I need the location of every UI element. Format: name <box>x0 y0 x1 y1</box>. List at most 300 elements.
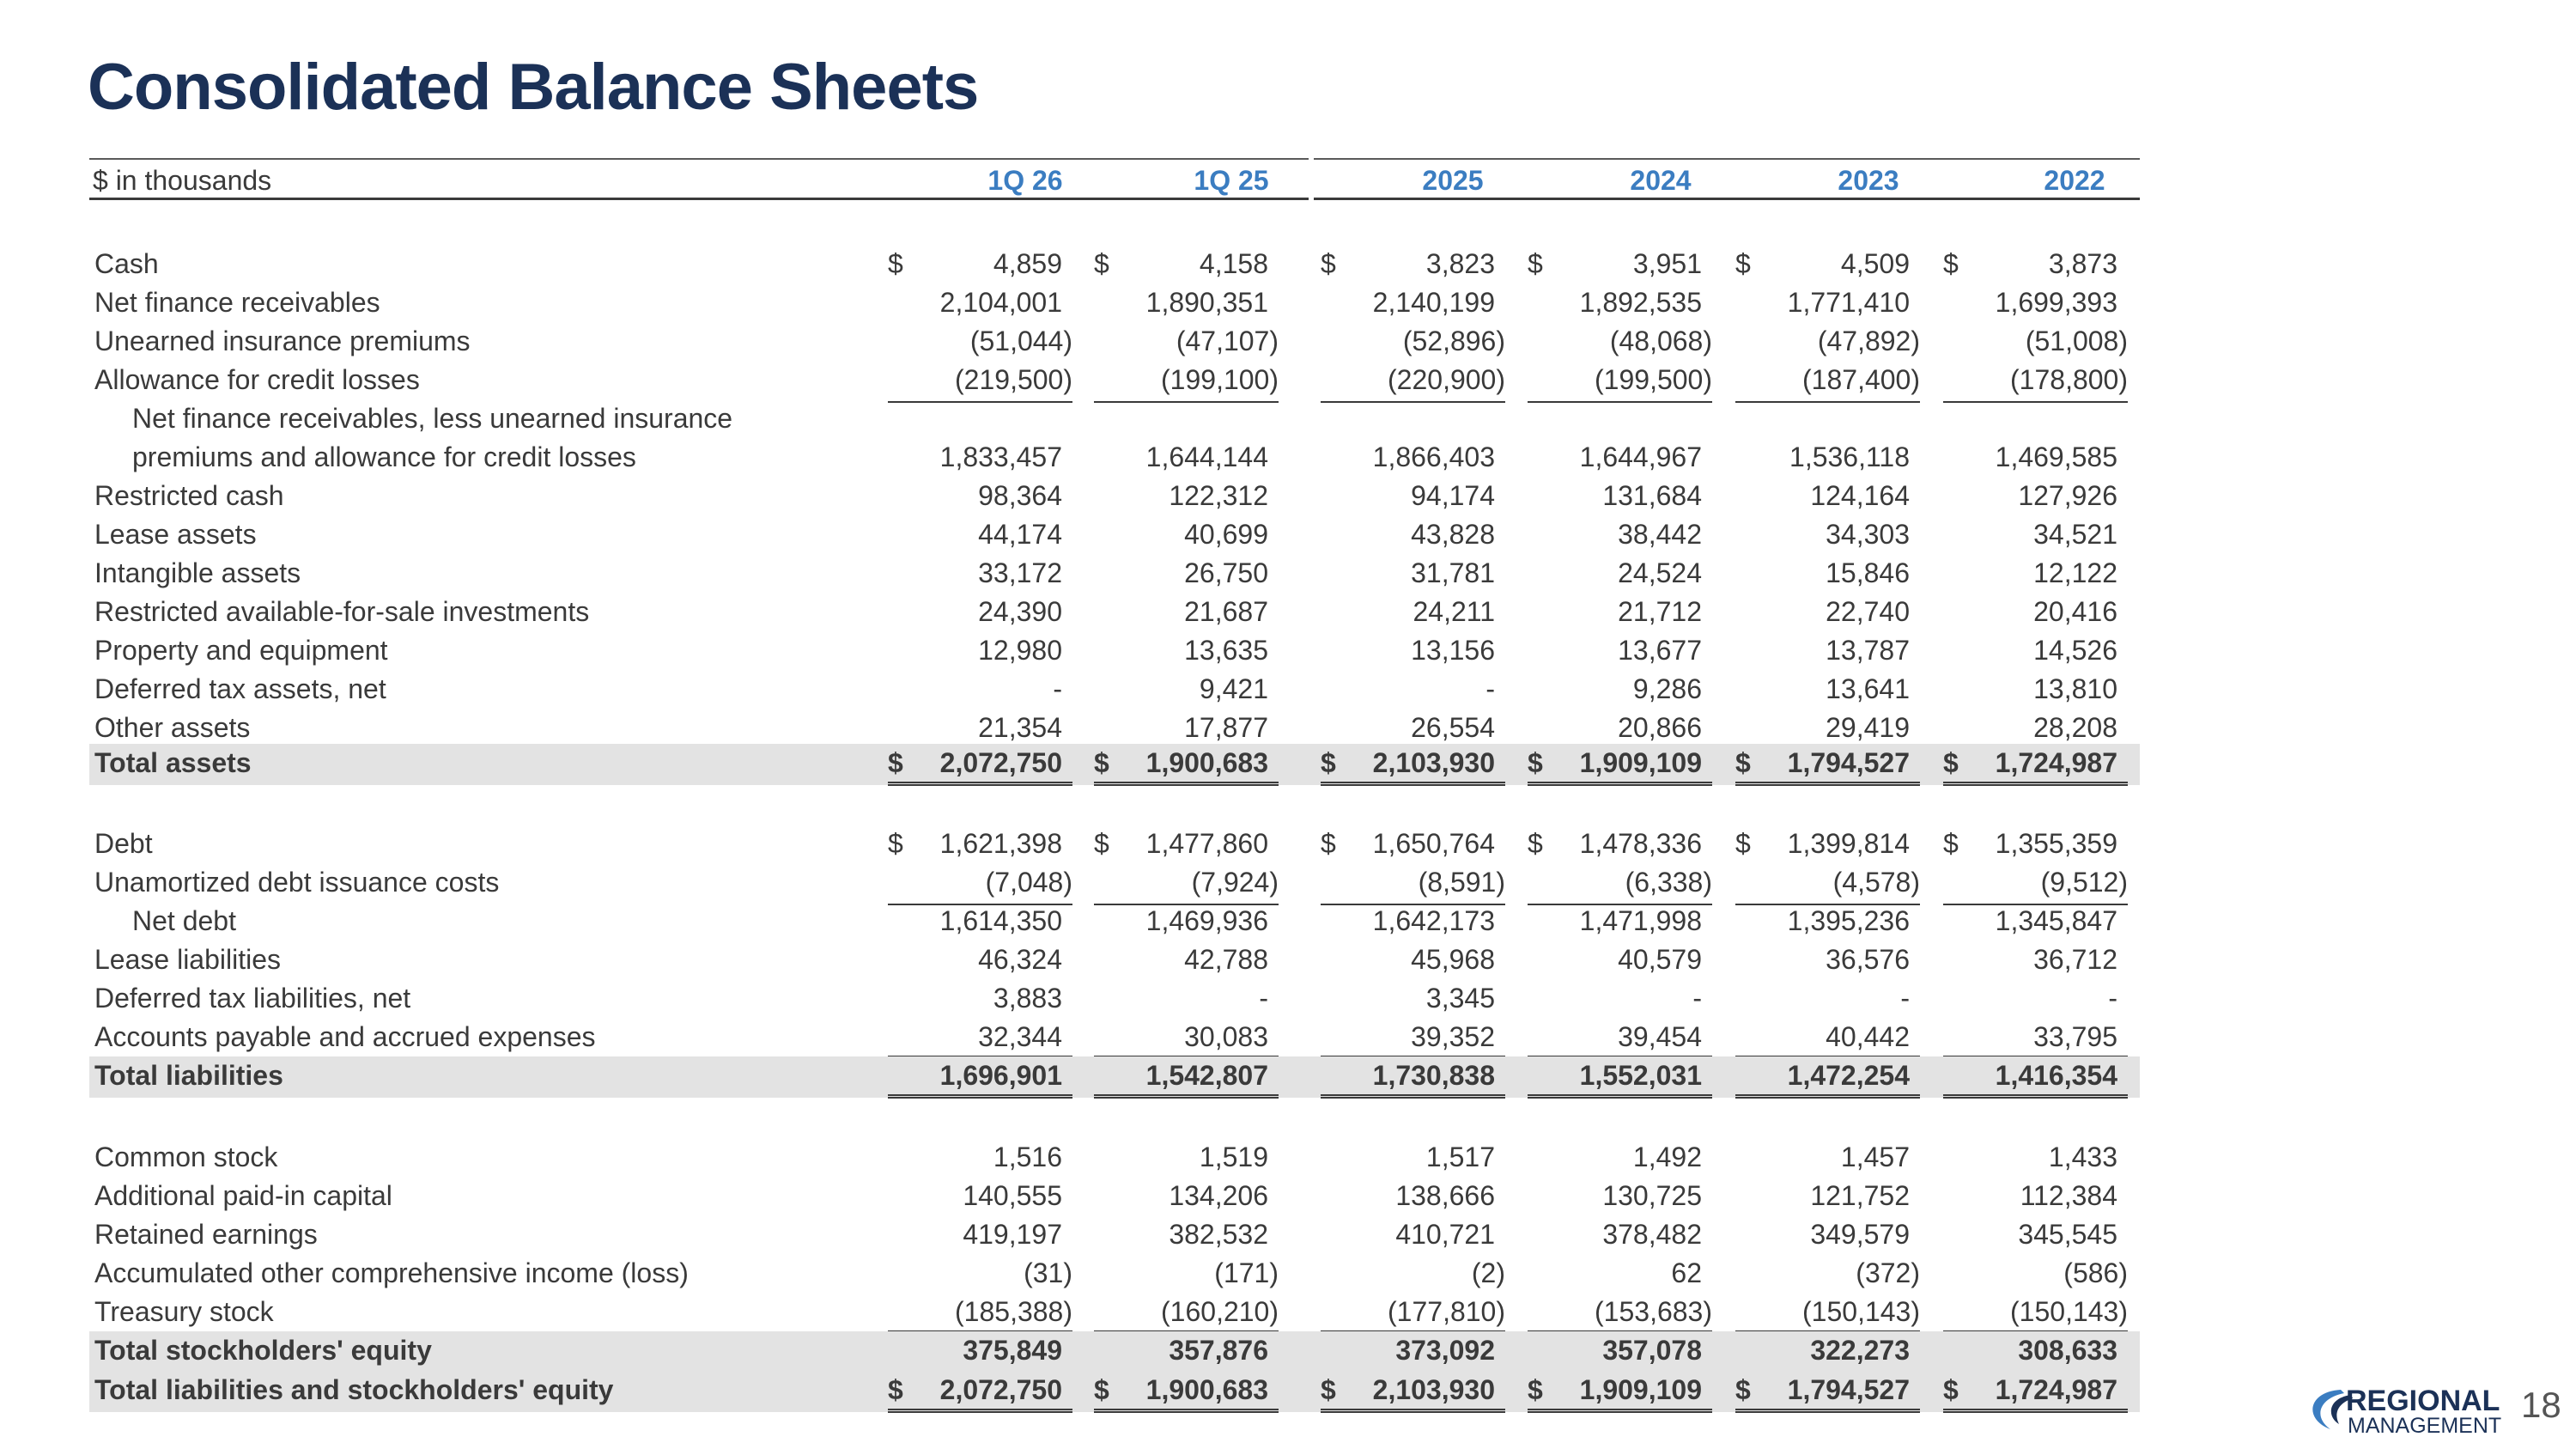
table-cell <box>1094 287 1279 321</box>
cell-value: 134,206 <box>1169 1180 1268 1211</box>
currency-symbol: $ <box>888 747 903 778</box>
table-cell <box>888 712 1072 748</box>
cell-value: 43,828 <box>1411 519 1495 550</box>
table-row <box>89 322 2140 361</box>
table-row <box>89 399 2140 438</box>
cell-value: 2,072,750 <box>939 747 1062 778</box>
cell-value: 1,699,393 <box>1995 287 2117 318</box>
cell-value: 1,724,987 <box>1995 747 2117 778</box>
row-label: Total liabilities and stockholders' equity <box>94 1374 614 1405</box>
row-label: Cash <box>94 248 159 279</box>
table-cell <box>1094 747 1279 786</box>
table-cell <box>888 596 1072 630</box>
table-cell <box>1321 557 1505 592</box>
table-cell <box>1943 747 2128 786</box>
cell-value: 1,771,410 <box>1787 287 1910 318</box>
table-cell <box>1321 326 1505 360</box>
cell-value: (219,500) <box>955 364 1072 395</box>
cell-value: 1,469,585 <box>1995 441 2117 472</box>
table-cell <box>1528 1021 1712 1057</box>
column-header: 1Q 25 <box>1194 165 1269 196</box>
table-cell <box>888 1296 1072 1332</box>
table-cell <box>1528 1219 1712 1253</box>
table-cell <box>1735 480 1920 514</box>
cell-value: 34,521 <box>2033 519 2117 550</box>
row-label: Unamortized debt issuance costs <box>94 867 500 898</box>
table-cell <box>1321 944 1505 978</box>
cell-value: 1,516 <box>993 1142 1062 1172</box>
table-cell <box>1094 828 1279 862</box>
cell-value: 36,576 <box>1826 944 1910 975</box>
table-cell <box>1943 287 2128 321</box>
currency-symbol: $ <box>1943 1374 1959 1405</box>
table-cell <box>1943 867 2128 901</box>
table-cell <box>1094 1142 1279 1176</box>
row-label: Debt <box>94 828 153 859</box>
table-cell <box>888 326 1072 360</box>
table-cell <box>1943 1060 2128 1099</box>
cell-value: 1,724,987 <box>1995 1374 2117 1405</box>
table-cell <box>1321 1335 1505 1369</box>
currency-symbol: $ <box>1943 828 1959 859</box>
column-header: 2025 <box>1422 165 1484 196</box>
row-label: Net finance receivables <box>94 287 380 318</box>
cell-value: 40,442 <box>1826 1021 1910 1052</box>
cell-value: (199,500) <box>1595 364 1712 395</box>
cell-value: 138,666 <box>1395 1180 1495 1211</box>
table-cell <box>1735 747 1920 786</box>
currency-symbol: $ <box>1528 1374 1543 1405</box>
table-cell <box>1943 1021 2128 1057</box>
table-cell <box>1321 1060 1505 1099</box>
table-cell <box>888 944 1072 978</box>
cell-value: 1,833,457 <box>939 441 1062 472</box>
cell-value: 13,641 <box>1826 673 1910 704</box>
table-cell <box>1528 747 1712 786</box>
cell-value: 38,442 <box>1618 519 1702 550</box>
row-label: Restricted cash <box>94 480 284 511</box>
table-cell <box>1735 519 1920 553</box>
table-cell <box>1943 326 2128 360</box>
currency-symbol: $ <box>1735 248 1751 279</box>
cell-value: 17,877 <box>1184 712 1268 743</box>
table-row <box>89 1293 2140 1331</box>
cell-value: 15,846 <box>1826 557 1910 588</box>
currency-symbol: $ <box>1943 248 1959 279</box>
cell-value: (9,512) <box>2040 867 2128 898</box>
table-cell <box>1321 287 1505 321</box>
currency-symbol: $ <box>1321 828 1336 859</box>
cell-value: 4,859 <box>993 248 1062 279</box>
row-label: Lease assets <box>94 519 257 550</box>
table-cell <box>888 1142 1072 1176</box>
table-cell <box>1943 1296 2128 1332</box>
cell-value: 4,158 <box>1199 248 1268 279</box>
table-cell <box>1321 248 1505 283</box>
header-rule-bottom <box>1314 198 2140 200</box>
cell-value: (47,892) <box>1817 326 1920 356</box>
cell-value: - <box>1053 673 1062 704</box>
table-cell <box>1735 1296 1920 1332</box>
table-row <box>89 1018 2140 1056</box>
cell-value: 357,078 <box>1602 1335 1702 1366</box>
table-cell <box>1321 596 1505 630</box>
table-row <box>89 593 2140 631</box>
table-cell <box>1943 364 2128 399</box>
currency-symbol: $ <box>1528 248 1543 279</box>
row-label: Total assets <box>94 747 252 778</box>
table-cell <box>1321 441 1505 476</box>
cell-value: 40,699 <box>1184 519 1268 550</box>
cell-value: 13,635 <box>1184 635 1268 666</box>
table-header <box>89 158 2140 201</box>
currency-symbol: $ <box>1094 828 1109 859</box>
cell-value: (160,210) <box>1161 1296 1279 1327</box>
table-cell <box>1321 1021 1505 1057</box>
table-cell <box>1321 480 1505 514</box>
cell-value: 2,104,001 <box>939 287 1062 318</box>
table-cell <box>1943 401 2128 439</box>
cell-value: (7,048) <box>985 867 1072 898</box>
table-row <box>89 979 2140 1018</box>
table-cell <box>888 557 1072 592</box>
cell-value: - <box>1900 983 1910 1014</box>
cell-value: (199,100) <box>1161 364 1279 395</box>
cell-value: (185,388) <box>955 1296 1072 1327</box>
table-row <box>89 941 2140 979</box>
cell-value: 140,555 <box>963 1180 1062 1211</box>
cell-value: 1,478,336 <box>1579 828 1702 859</box>
cell-value: 349,579 <box>1810 1219 1910 1250</box>
cell-value: (171) <box>1214 1257 1279 1288</box>
cell-value: 1,395,236 <box>1787 905 1910 936</box>
table-cell <box>1528 944 1712 978</box>
table-cell <box>1094 867 1279 901</box>
cell-value: 1,892,535 <box>1579 287 1702 318</box>
cell-value: (178,800) <box>2010 364 2128 395</box>
cell-value: 122,312 <box>1169 480 1268 511</box>
table-cell <box>1321 1374 1505 1413</box>
cell-value: 130,725 <box>1602 1180 1702 1211</box>
total-row <box>89 744 2140 785</box>
cell-value: 357,876 <box>1169 1335 1268 1366</box>
table-cell <box>888 673 1072 708</box>
table-cell <box>1528 828 1712 862</box>
table-cell <box>1528 480 1712 514</box>
table-row <box>89 554 2140 593</box>
cell-value: 382,532 <box>1169 1219 1268 1250</box>
table-cell <box>1735 401 1920 439</box>
table-cell <box>1943 983 2128 1017</box>
table-cell <box>1094 635 1279 669</box>
table-row <box>89 438 2140 477</box>
cell-value: 1,644,144 <box>1145 441 1268 472</box>
cell-value: 1,866,403 <box>1372 441 1495 472</box>
cell-value: 410,721 <box>1395 1219 1495 1250</box>
table-cell <box>1528 519 1712 553</box>
cell-value: 1,621,398 <box>939 828 1062 859</box>
cell-value: (187,400) <box>1802 364 1920 395</box>
cell-value: 378,482 <box>1602 1219 1702 1250</box>
table-cell <box>1094 983 1279 1017</box>
cell-value: 33,172 <box>978 557 1062 588</box>
table-cell <box>1528 867 1712 901</box>
table-cell <box>1943 1180 2128 1215</box>
table-cell <box>1528 441 1712 476</box>
table-cell <box>1528 904 1712 941</box>
cell-value: 4,509 <box>1840 248 1910 279</box>
cell-value: 1,909,109 <box>1579 1374 1702 1405</box>
cell-value: 14,526 <box>2033 635 2117 666</box>
table-cell <box>1735 1219 1920 1253</box>
cell-value: 1,399,814 <box>1787 828 1910 859</box>
table-row <box>89 709 2140 747</box>
table-cell <box>1094 1021 1279 1057</box>
cell-value: 1,900,683 <box>1145 1374 1268 1405</box>
cell-value: (153,683) <box>1595 1296 1712 1327</box>
table-cell <box>888 1335 1072 1369</box>
cell-value: (150,143) <box>1802 1296 1920 1327</box>
table-cell <box>1735 635 1920 669</box>
cell-value: 127,926 <box>2018 480 2117 511</box>
table-row <box>89 283 2140 322</box>
table-cell <box>1321 904 1505 941</box>
table-cell <box>1094 519 1279 553</box>
table-cell <box>1528 1060 1712 1099</box>
table-row <box>89 245 2140 283</box>
cell-value: 1,472,254 <box>1787 1060 1910 1091</box>
table-cell <box>1943 557 2128 592</box>
cell-value: (7,924) <box>1191 867 1279 898</box>
cell-value: 1,900,683 <box>1145 747 1268 778</box>
page-title: Consolidated Balance Sheets <box>88 51 979 124</box>
table-cell <box>1735 441 1920 476</box>
table-cell <box>1943 441 2128 476</box>
cell-value: 36,712 <box>2033 944 2117 975</box>
cell-value: - <box>1259 983 1268 1014</box>
table-cell <box>888 1219 1072 1253</box>
table-cell <box>888 983 1072 1017</box>
cell-value: 2,103,930 <box>1372 1374 1495 1405</box>
table-cell <box>1321 1296 1505 1332</box>
cell-value: 3,873 <box>2048 248 2117 279</box>
column-header: 2022 <box>2044 165 2105 196</box>
cell-value: 1,536,118 <box>1789 441 1910 472</box>
currency-symbol: $ <box>1528 747 1543 778</box>
cell-value: 33,795 <box>2033 1021 2117 1052</box>
table-cell <box>1321 828 1505 862</box>
cell-value: 13,156 <box>1411 635 1495 666</box>
table-cell <box>1094 1219 1279 1253</box>
cell-value: 24,524 <box>1618 557 1702 588</box>
table-cell <box>1943 480 2128 514</box>
table-cell <box>1321 635 1505 669</box>
table-cell <box>1735 673 1920 708</box>
row-label: Deferred tax liabilities, net <box>94 983 411 1014</box>
table-cell <box>1094 248 1279 283</box>
table-cell <box>1735 712 1920 748</box>
column-header: 1Q 26 <box>987 165 1063 196</box>
header-rule-top <box>1314 158 2140 160</box>
table-cell <box>1321 983 1505 1017</box>
table-row <box>89 825 2140 863</box>
table-cell <box>1528 635 1712 669</box>
table-cell <box>888 747 1072 786</box>
cell-value: 24,211 <box>1413 596 1495 627</box>
table-cell <box>888 480 1072 514</box>
cell-value: (2) <box>1471 1257 1505 1288</box>
table-cell <box>888 1180 1072 1215</box>
table-row <box>89 361 2140 399</box>
cell-value: (220,900) <box>1388 364 1505 395</box>
cell-value: 1,345,847 <box>1995 905 2117 936</box>
table-cell <box>1943 519 2128 553</box>
row-label: Net finance receivables, less unearned insurance <box>132 403 733 434</box>
table-cell <box>888 519 1072 553</box>
cell-value: 1,794,527 <box>1787 1374 1910 1405</box>
cell-value: - <box>2108 983 2117 1014</box>
table-row <box>89 1138 2140 1177</box>
table-cell <box>1528 364 1712 399</box>
table-cell <box>1735 248 1920 283</box>
total-row <box>89 1331 2140 1373</box>
cell-value: 62 <box>1671 1257 1702 1288</box>
cell-value: 39,454 <box>1618 1021 1702 1052</box>
cell-value: (4,578) <box>1832 867 1920 898</box>
cell-value: 30,083 <box>1184 1021 1268 1052</box>
row-label: Unearned insurance premiums <box>94 326 471 356</box>
table-cell <box>888 364 1072 399</box>
row-label: Property and equipment <box>94 635 388 666</box>
table-cell <box>1735 1180 1920 1215</box>
table-cell <box>1528 1180 1712 1215</box>
row-label: premiums and allowance for credit losses <box>132 441 636 472</box>
table-cell <box>1735 1335 1920 1369</box>
cell-value: 3,823 <box>1425 248 1495 279</box>
currency-symbol: $ <box>1321 248 1336 279</box>
cell-value: 1,355,359 <box>1995 828 2117 859</box>
table-cell <box>1094 557 1279 592</box>
table-cell <box>1735 944 1920 978</box>
table-row <box>89 902 2140 941</box>
currency-symbol: $ <box>888 248 903 279</box>
currency-symbol: $ <box>1321 1374 1336 1405</box>
table-cell <box>1735 1257 1920 1292</box>
cell-value: 1,542,807 <box>1145 1060 1268 1091</box>
table-cell <box>1528 248 1712 283</box>
cell-value: 345,545 <box>2018 1219 2117 1250</box>
table-cell <box>1094 1335 1279 1369</box>
cell-value: 26,750 <box>1184 557 1268 588</box>
row-label: Total stockholders' equity <box>94 1335 432 1366</box>
table-cell <box>1094 441 1279 476</box>
table-cell <box>1735 364 1920 399</box>
table-cell <box>1528 401 1712 439</box>
table-cell <box>888 828 1072 862</box>
cell-value: 94,174 <box>1411 480 1495 511</box>
cell-value: 1,642,173 <box>1372 905 1495 936</box>
table-cell <box>1735 1021 1920 1057</box>
table-cell <box>1321 1219 1505 1253</box>
regional-management-logo <box>2301 1379 2542 1440</box>
cell-value: 9,286 <box>1632 673 1702 704</box>
table-cell <box>1321 867 1505 901</box>
column-header: 2023 <box>1838 165 1899 196</box>
table-cell <box>1094 1060 1279 1099</box>
cell-value: (47,107) <box>1176 326 1279 356</box>
logo-subtitle: MANAGEMENT <box>2348 1414 2502 1438</box>
table-cell <box>1735 287 1920 321</box>
table-row <box>89 477 2140 515</box>
table-cell <box>1321 364 1505 399</box>
table-cell <box>888 904 1072 941</box>
cell-value: 13,787 <box>1826 635 1910 666</box>
cell-value: (6,338) <box>1625 867 1712 898</box>
table-cell <box>1735 983 1920 1017</box>
cell-value: (31) <box>1024 1257 1072 1288</box>
table-cell <box>1943 1142 2128 1176</box>
cell-value: 26,554 <box>1411 712 1495 743</box>
table-cell <box>1943 944 2128 978</box>
row-label: Treasury stock <box>94 1296 274 1327</box>
cell-value: 1,644,967 <box>1579 441 1702 472</box>
table-cell <box>1094 401 1279 439</box>
cell-value: 112,384 <box>2020 1180 2117 1211</box>
row-label: Accumulated other comprehensive income (loss) <box>94 1257 689 1288</box>
units-caption: $ in thousands <box>93 165 272 196</box>
cell-value: 1,519 <box>1199 1142 1268 1172</box>
table-cell <box>888 401 1072 439</box>
cell-value: (586) <box>2063 1257 2128 1288</box>
table-cell <box>1094 673 1279 708</box>
table-cell <box>1943 673 2128 708</box>
table-cell <box>1528 673 1712 708</box>
header-rule-top <box>89 158 1309 160</box>
table-cell <box>1943 1257 2128 1292</box>
table-cell <box>888 1060 1072 1099</box>
row-label: Allowance for credit losses <box>94 364 420 395</box>
table-cell <box>1943 828 2128 862</box>
currency-symbol: $ <box>1094 248 1109 279</box>
table-cell <box>1094 364 1279 399</box>
cell-value: 1,890,351 <box>1145 287 1268 318</box>
cell-value: (51,008) <box>2025 326 2128 356</box>
cell-value: 322,273 <box>1810 1335 1910 1366</box>
table-cell <box>1094 1296 1279 1332</box>
cell-value: 46,324 <box>978 944 1062 975</box>
table-row <box>89 515 2140 554</box>
cell-value: 1,471,998 <box>1579 905 1702 936</box>
cell-value: 1,517 <box>1425 1142 1495 1172</box>
cell-value: 1,794,527 <box>1787 747 1910 778</box>
table-cell <box>1321 747 1505 786</box>
page-number: 18 <box>2521 1385 2561 1425</box>
table-cell <box>1735 828 1920 862</box>
row-label: Net debt <box>132 905 236 936</box>
cell-value: 21,354 <box>978 712 1062 743</box>
table-cell <box>1943 1374 2128 1413</box>
currency-symbol: $ <box>1735 1374 1751 1405</box>
table-cell <box>1943 635 2128 669</box>
table-cell <box>1321 1257 1505 1292</box>
cell-value: 375,849 <box>963 1335 1062 1366</box>
table-cell <box>1094 712 1279 748</box>
table-cell <box>1321 401 1505 439</box>
currency-symbol: $ <box>1094 1374 1109 1405</box>
cell-value: 308,633 <box>2018 1335 2117 1366</box>
cell-value: 1,433 <box>2048 1142 2117 1172</box>
table-row <box>89 1254 2140 1293</box>
